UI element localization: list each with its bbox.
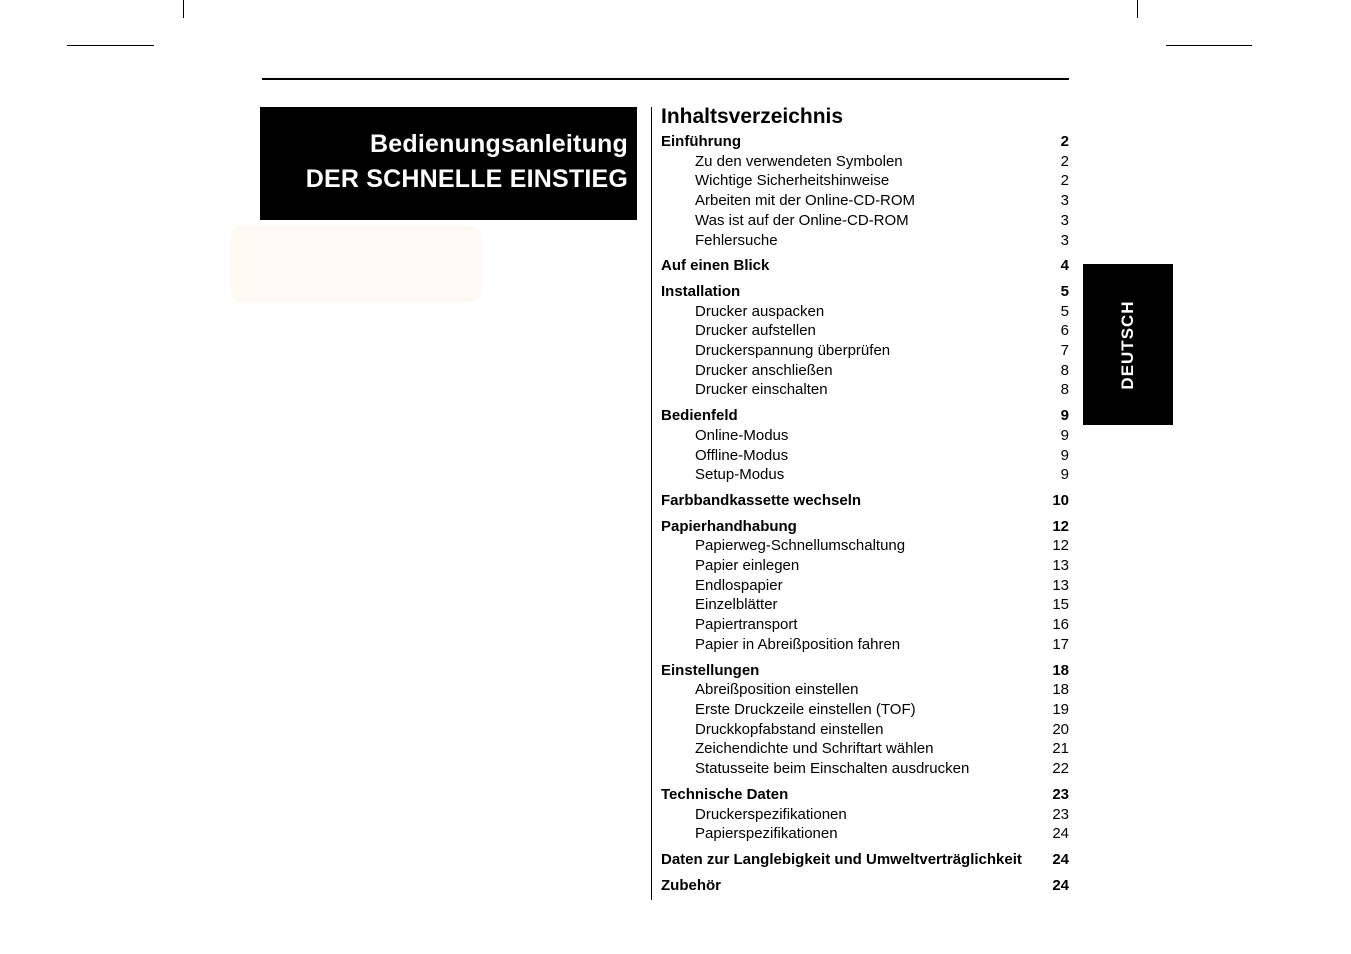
toc-item-title: Fehlersuche <box>695 231 778 249</box>
toc-sections <box>661 132 1069 895</box>
crop-mark-top-left-vertical <box>183 0 184 18</box>
toc-item-page: 3 <box>1060 231 1069 249</box>
toc-section <box>661 785 1069 844</box>
column-divider <box>651 107 652 900</box>
table-of-contents <box>661 104 1069 901</box>
toc-item-page: 18 <box>1052 681 1069 699</box>
toc-item-row[interactable] <box>661 700 1069 720</box>
toc-heading: Inhaltsverzeichnis <box>661 105 844 128</box>
toc-item-title: Statusseite beim Einschalten ausdrucken <box>695 760 970 778</box>
toc-item-row[interactable] <box>661 759 1069 779</box>
toc-section-row[interactable] <box>661 661 1069 681</box>
toc-item-page: 15 <box>1052 596 1069 614</box>
toc-item-title: Setup-Modus <box>695 466 785 484</box>
toc-section-page: 12 <box>1052 517 1069 535</box>
toc-item-page: 5 <box>1060 302 1069 320</box>
title-block <box>260 107 637 220</box>
blank-highlight-box <box>229 225 483 303</box>
toc-item-title: Papierweg-Schnellumschaltung <box>695 537 906 555</box>
toc-section-row[interactable] <box>661 282 1069 302</box>
toc-section <box>661 406 1069 485</box>
toc-section-row[interactable] <box>661 850 1069 870</box>
toc-item-title: Drucker einschalten <box>695 381 828 399</box>
toc-item-title: Drucker auspacken <box>695 302 825 320</box>
toc-item-page: 2 <box>1060 172 1069 190</box>
toc-item-row[interactable] <box>661 321 1069 341</box>
toc-section <box>661 491 1069 511</box>
toc-section-page: 2 <box>1060 133 1069 150</box>
toc-item-page: 20 <box>1052 720 1069 738</box>
toc-item-row[interactable] <box>661 171 1069 191</box>
toc-section <box>661 876 1069 896</box>
toc-item-row[interactable] <box>661 824 1069 844</box>
toc-section-title: Einstellungen <box>661 661 760 679</box>
toc-section-title: Papierhandhabung <box>661 517 797 535</box>
toc-item-title: Was ist auf der Online-CD-ROM <box>695 211 909 229</box>
toc-section-row[interactable] <box>661 406 1069 426</box>
toc-item-page: 13 <box>1052 576 1069 594</box>
toc-item-row[interactable] <box>661 805 1069 825</box>
toc-item-title: Drucker aufstellen <box>695 322 816 340</box>
toc-item-page: 9 <box>1060 426 1069 444</box>
toc-item-row[interactable] <box>661 739 1069 759</box>
toc-section-row[interactable] <box>661 517 1069 537</box>
toc-item-row[interactable] <box>661 341 1069 361</box>
toc-item-row[interactable] <box>661 211 1069 231</box>
toc-item-row[interactable] <box>661 446 1069 466</box>
toc-item-page: 3 <box>1060 192 1069 210</box>
toc-item-title: Einzelblätter <box>695 596 778 614</box>
title-line-2: DER SCHNELLE EINSTIEG <box>305 165 628 193</box>
toc-section <box>661 282 1069 400</box>
toc-section-title: Farbbandkassette wechseln <box>661 491 862 509</box>
toc-item-row[interactable] <box>661 465 1069 485</box>
toc-section-title: Installation <box>661 282 741 300</box>
toc-item-row[interactable] <box>661 595 1069 615</box>
toc-item-title: Papier einlegen <box>695 557 800 575</box>
toc-item-title: Drucker anschließen <box>695 361 833 379</box>
toc-item-title: Druckkopfabstand einstellen <box>695 720 884 738</box>
crop-mark-top-right-vertical <box>1137 0 1138 18</box>
toc-item-page: 19 <box>1052 700 1069 718</box>
toc-item-title: Papier in Abreißposition fahren <box>695 635 901 653</box>
toc-section <box>661 661 1069 779</box>
toc-section-title: Zubehör <box>661 876 721 894</box>
toc-section <box>661 256 1069 276</box>
toc-section-row[interactable] <box>661 785 1069 805</box>
toc-item-page: 16 <box>1052 616 1069 634</box>
toc-item-page: 17 <box>1052 635 1069 653</box>
toc-item-title: Zeichendichte und Schriftart wählen <box>695 740 934 758</box>
toc-item-title: Wichtige Sicherheitshinweise <box>695 172 890 190</box>
toc-section-page: 23 <box>1052 785 1069 803</box>
toc-item-title: Arbeiten mit der Online-CD-ROM <box>695 192 916 210</box>
toc-item-title: Online-Modus <box>695 426 789 444</box>
toc-section-row[interactable] <box>661 132 1069 152</box>
toc-item-row[interactable] <box>661 536 1069 556</box>
toc-item-page: 21 <box>1052 740 1069 758</box>
toc-item-title: Papierspezifikationen <box>695 825 838 843</box>
toc-section-page: 9 <box>1060 407 1069 425</box>
toc-item-title: Offline-Modus <box>695 446 789 464</box>
title-line-1: Bedienungsanleitung <box>370 130 628 158</box>
toc-section-title: Technische Daten <box>661 785 789 803</box>
toc-item-title: Papiertransport <box>695 616 798 634</box>
toc-item-page: 13 <box>1052 557 1069 575</box>
toc-item-row[interactable] <box>661 302 1069 322</box>
toc-item-title: Zu den verwendeten Symbolen <box>695 152 903 170</box>
toc-item-page: 6 <box>1060 322 1069 340</box>
toc-item-row[interactable] <box>661 576 1069 596</box>
toc-section <box>661 517 1069 655</box>
toc-section <box>661 132 1069 250</box>
toc-item-row[interactable] <box>661 556 1069 576</box>
toc-item-title: Erste Druckzeile einstellen (TOF) <box>695 700 916 718</box>
toc-item-page: 2 <box>1060 152 1069 170</box>
toc-section-title: Bedienfeld <box>661 407 738 425</box>
toc-section-row[interactable] <box>661 256 1069 276</box>
toc-item-page: 8 <box>1060 361 1069 379</box>
crop-mark-top-left-horizontal <box>67 45 154 46</box>
language-tab-label: DEUTSCH <box>1118 299 1137 390</box>
toc-section-page: 5 <box>1060 282 1069 300</box>
toc-item-page: 24 <box>1052 825 1069 843</box>
crop-mark-top-right-horizontal <box>1166 45 1252 46</box>
toc-section <box>661 850 1069 870</box>
toc-section-page: 18 <box>1052 661 1069 679</box>
toc-item-row[interactable] <box>661 191 1069 211</box>
toc-item-page: 9 <box>1060 466 1069 484</box>
toc-item-page: 23 <box>1052 805 1069 823</box>
toc-item-page: 7 <box>1060 342 1069 360</box>
toc-item-page: 3 <box>1060 211 1069 229</box>
toc-item-title: Druckerspannung überprüfen <box>695 342 891 360</box>
toc-item-row[interactable] <box>661 231 1069 251</box>
toc-section-title: Daten zur Langlebigkeit und Umweltverträglichkeit <box>661 850 1022 868</box>
toc-item-title: Abreißposition einstellen <box>695 681 859 699</box>
toc-item-row[interactable] <box>661 152 1069 172</box>
toc-section-page: 10 <box>1052 491 1069 509</box>
language-tab <box>1083 264 1173 425</box>
toc-section-row[interactable] <box>661 491 1069 511</box>
toc-item-row[interactable] <box>661 615 1069 635</box>
header-rule <box>262 78 1069 80</box>
toc-section-row[interactable] <box>661 876 1069 896</box>
toc-item-title: Endlospapier <box>695 576 783 594</box>
toc-item-title: Druckerspezifikationen <box>695 805 847 823</box>
toc-item-page: 12 <box>1052 537 1069 555</box>
toc-item-row[interactable] <box>661 426 1069 446</box>
toc-item-row[interactable] <box>661 361 1069 381</box>
toc-section-page: 24 <box>1052 876 1069 894</box>
toc-section-title: Auf einen Blick <box>661 257 770 275</box>
toc-section-page: 4 <box>1060 257 1069 275</box>
toc-item-page: 9 <box>1060 446 1069 464</box>
toc-section-page: 24 <box>1052 850 1069 868</box>
toc-item-row[interactable] <box>661 635 1069 655</box>
toc-item-row[interactable] <box>661 720 1069 740</box>
toc-item-page: 22 <box>1052 760 1069 778</box>
toc-section-title: Einführung <box>661 133 741 150</box>
toc-item-row[interactable] <box>661 380 1069 400</box>
toc-item-page: 8 <box>1060 381 1069 399</box>
toc-item-row[interactable] <box>661 680 1069 700</box>
